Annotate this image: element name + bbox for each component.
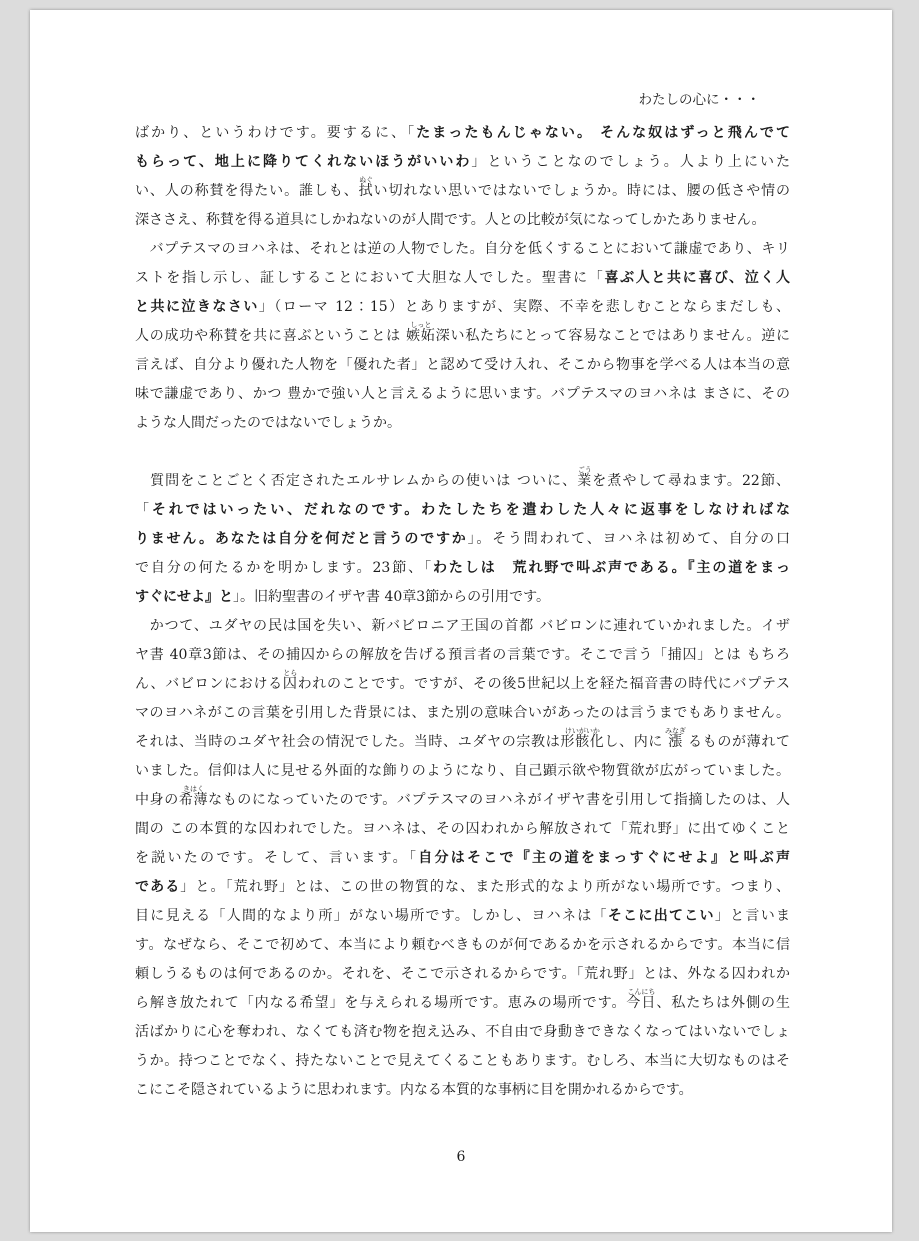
text-run: 」。そう問われて、ヨハネは初めて、自分の口 <box>467 531 790 547</box>
text-line <box>135 148 790 177</box>
text-run: それは、当時のユダヤ社会の情況でした。当時、ユダヤの宗教は <box>135 734 561 750</box>
text-run: い、人の称賛を得たい。誰しも、 <box>135 183 359 199</box>
emphasized-quote: すぐにせよ』と <box>135 589 233 605</box>
text-line <box>135 815 790 844</box>
text-line <box>135 583 790 612</box>
ruby-reading: きはく <box>182 785 204 793</box>
text-line <box>135 351 790 380</box>
text-run: 味で謙虚であり、かつ 豊かで強い人と言えるように思います。バプテスマのヨハネは まさに、その <box>135 386 790 402</box>
ruby-reading: しっと <box>410 321 432 329</box>
ruby-word <box>560 727 605 750</box>
text-line <box>135 844 790 873</box>
text-run: なものになっていたのです。バプテスマのヨハネがイザヤ書を引用して指摘したのは、人 <box>208 792 791 808</box>
emphasized-quote: りません。あなたは自分を何だと言うのですか <box>135 531 468 547</box>
ruby-base: 業 <box>577 473 593 489</box>
text-run: 」と言いま <box>714 908 791 924</box>
text-line <box>135 612 790 641</box>
ruby-base: 今日 <box>626 995 657 1011</box>
emphasized-quote: と共に泣きなさい <box>135 299 259 315</box>
text-run: を煮やして尋ねます。22節、 <box>592 473 791 489</box>
text-run: バプテスマのヨハネは、それとは逆の人物でした。自分を低くすることにおいて謙虚であり、キリ <box>135 241 790 257</box>
text-run: 深ささえ、称賛を得る道具にしかねないのが人間です。人との比較が気になってしかたありません。 <box>135 212 766 228</box>
text-line <box>135 1018 790 1047</box>
ruby-base: 囚 <box>282 676 298 692</box>
text-line <box>135 757 790 786</box>
emphasized-quote: そこに出てこい <box>607 908 715 924</box>
emphasized-quote: それではいったい、だれなのです。わたしたちを遣わした人々に返事をしなければな <box>151 502 790 518</box>
ruby-reading: こんにち <box>627 988 656 996</box>
text-run: 間の この本質的な囚われでした。ヨハネは、その囚われから解放されて「荒れ野」に出てゆくこと <box>135 821 790 837</box>
text-run: われのことです。ですが、その後5世紀以上を経た福音書の時代にバプテス <box>297 676 790 692</box>
text-run: ばかり、というわけです。要するに、「 <box>135 125 417 141</box>
ruby-word <box>577 466 593 489</box>
ruby-word <box>358 176 374 199</box>
emphasized-quote: 喜ぶ人と共に喜び、泣く人 <box>604 270 790 286</box>
text-run: ストを指し示し、証しすることにおいて大胆な人でした。聖書に「 <box>135 270 605 286</box>
text-run: ような人間だったのではないでしょうか。 <box>135 415 401 431</box>
ruby-word <box>406 321 436 344</box>
paragraph <box>135 612 790 1105</box>
text-run: 頼しうるものは何であるのか。それを、そこで示されるからです。「荒れ野」とは、外なる囚われか <box>135 966 790 982</box>
text-run: 」。旧約聖書のイザヤ書 40章3節からの引用です。 <box>233 589 551 605</box>
text-line <box>135 873 790 902</box>
emphasized-quote: である <box>135 879 181 895</box>
text-run: で自分の何たるかを明かします。23節、「 <box>135 560 433 576</box>
emphasized-quote: 自分はそこで『主の道をまっすぐにせよ』と叫ぶ声 <box>418 850 791 866</box>
text-line <box>135 467 790 496</box>
ruby-reading: とら <box>283 669 298 677</box>
ruby-reading: けいがいか <box>564 727 600 735</box>
text-run: 」（ローマ 12：15）とありますが、実際、不幸を悲しむことならまだしも、 <box>258 299 791 315</box>
text-run: 中身の <box>135 792 179 808</box>
text-line <box>135 409 790 438</box>
text-run: るものが薄れて <box>682 734 791 750</box>
ruby-base: 漲 <box>668 734 683 750</box>
ruby-word <box>665 727 687 750</box>
emphasized-quote: たまったもんじゃない。 そんな奴はずっと飛んでて <box>416 125 790 141</box>
text-line <box>135 206 790 235</box>
text-line <box>135 960 790 989</box>
ruby-word <box>178 785 209 808</box>
text-line <box>135 235 790 264</box>
text-line <box>135 670 790 699</box>
text-line <box>135 989 790 1018</box>
text-run: い切れない思いではないでしょうか。時には、腰の低さや情の <box>373 183 791 199</box>
ruby-reading: ぬぐ <box>359 176 374 184</box>
ruby-base: 嫉妬 <box>406 328 436 344</box>
text-line <box>135 380 790 409</box>
text-line <box>135 902 790 931</box>
text-run: 言えば、自分より優れた人物を「優れた者」と認めて受け入れ、そこから物事を学べる人は本当の意 <box>135 357 790 373</box>
text-line <box>135 119 790 148</box>
ruby-base: 拭 <box>358 183 374 199</box>
ruby-base: 希薄 <box>178 792 209 808</box>
text-line <box>135 641 790 670</box>
text-run: マのヨハネがこの言葉を引用した背景には、また別の意味合いがあったのは言うまでもありません。 <box>135 705 790 721</box>
ruby-word <box>282 669 298 692</box>
text-line <box>135 322 790 351</box>
ruby-base: 形骸化 <box>560 734 605 750</box>
text-line <box>135 525 790 554</box>
text-line <box>135 496 790 525</box>
text-run: いました。信仰は人に見せる外面的な飾りのようになり、自己顕示欲や物質欲が広がっていました。 <box>135 763 790 779</box>
text-run: かつて、ユダヤの民は国を失い、新バビロニア王国の首都 バビロンに連れていかれました。イザ <box>135 618 790 634</box>
text-run: を説いたのです。そして、言います。「 <box>135 850 419 866</box>
text-run: す。なぜなら、そこで初めて、本当により頼むべきものが何であるかを示されるからです。本当に信 <box>135 937 790 953</box>
text-run: ん、バビロンにおける <box>135 676 283 692</box>
text-run: 」ということなのでしょう。人より上にいた <box>471 154 791 170</box>
text-line <box>135 264 790 293</box>
text-run: 深い私たちにとって容易なことではありません。逆に <box>435 328 790 344</box>
emphasized-quote: わたしは 荒れ野で叫ぶ声である。『主の道をまっ <box>432 560 790 576</box>
text-line <box>135 554 790 583</box>
running-header: わたしの心に・・・ <box>638 92 760 108</box>
text-run: 活ばかりに心を奪われ、なくても済む物を抱え込み、不自由で身動きできなくなってはいないでしょ <box>135 1024 790 1040</box>
text-run: 目に見える「人間的なより所」がない場所です。しかし、ヨハネは「 <box>135 908 608 924</box>
text-line <box>135 293 790 322</box>
document-page <box>30 10 892 1232</box>
text-line <box>135 1076 790 1105</box>
text-line <box>135 1047 790 1076</box>
ruby-reading: みなぎ <box>665 727 687 735</box>
ruby-word <box>626 988 657 1011</box>
text-run: 質問をことごとく否定されたエルサレムからの使いは ついに、 <box>135 473 578 489</box>
text-line <box>135 931 790 960</box>
text-run: 「 <box>135 502 152 518</box>
paragraph <box>135 467 790 612</box>
text-run: こにこそ隠されているように思われます。内なる本質的な事柄に目を開かれるからです。 <box>135 1082 693 1098</box>
text-run: ヤ書 40章3節は、その捕囚からの解放を告げる預言者の言葉です。そこで言う「捕囚」とは もちろ <box>135 647 790 663</box>
text-line <box>135 728 790 757</box>
text-line <box>135 699 790 728</box>
text-run: し、内に <box>604 734 669 750</box>
text-run: 、私たちは外側の生 <box>656 995 790 1011</box>
text-line <box>135 177 790 206</box>
text-run: ら解き放たれて「内なる希望」を与えられる場所です。恵みの場所です。 <box>135 995 627 1011</box>
emphasized-quote: もらって、地上に降りてくれないほうがいいわ <box>135 154 472 170</box>
body-text <box>135 119 790 1105</box>
text-line <box>135 786 790 815</box>
ruby-reading: ごう <box>577 466 592 474</box>
paragraph <box>135 235 790 438</box>
paragraph <box>135 119 790 235</box>
text-run: 」と。「荒れ野」とは、この世の物質的な、また形式的なより所がない場所です。つまり、 <box>180 879 790 895</box>
page-number: 6 <box>456 1149 466 1165</box>
text-run: 人の成功や称賛を共に喜ぶということは <box>135 328 407 344</box>
text-run: うか。持つことでなく、持たないことで見えてくることもあります。むしろ、本当に大切なものはそ <box>135 1053 790 1069</box>
